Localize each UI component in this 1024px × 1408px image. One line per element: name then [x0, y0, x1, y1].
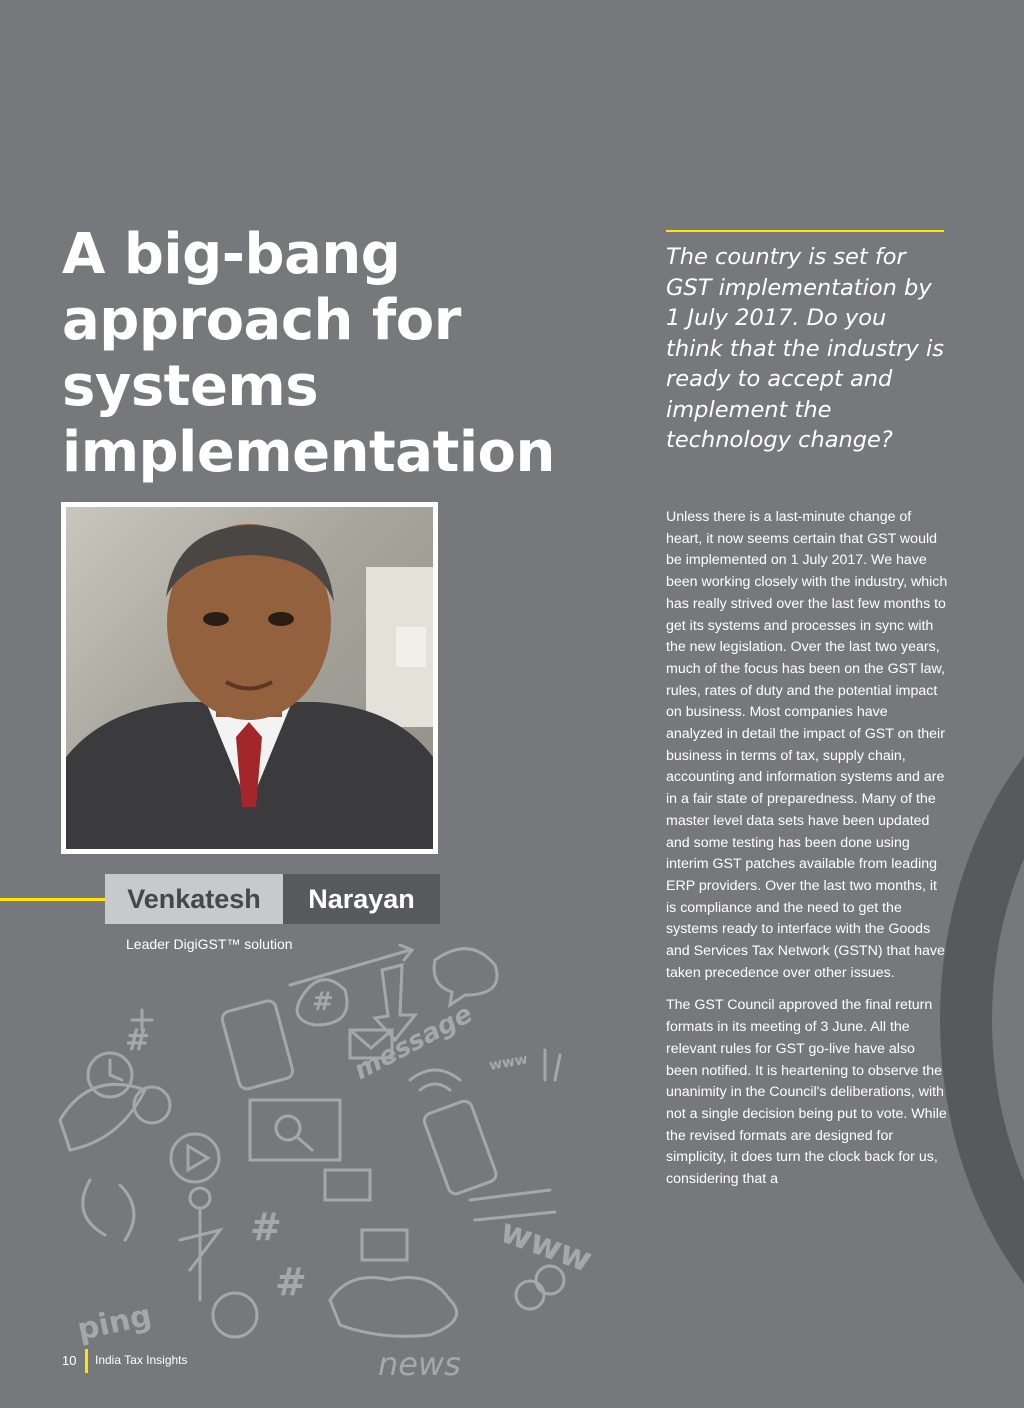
- video-screen-icon: [250, 1100, 340, 1160]
- world-map-icon: [330, 1278, 457, 1337]
- interview-question: The country is set for GST implementation by 1 July 2017. Do you think that the industry is ready to accept and implement the technology change?: [666, 244, 944, 453]
- article-paragraph: Unless there is a last-minute change of heart, it now seems certain that GST would be implemented on 1 July 2017. We have been working closely with the industry, which has really strived over the last few months to get its systems and processes in sync with the new legislation. Over the last two years, much of the focus has been on the GST law, rules, rates of duty and the potential impact on business. Most companies have analyzed in detail the impact of GST on their business in terms of tax, supply chain, accounting and information systems and are in a fair state of preparedness. Many of the master level data sets have been updated and some testing has been done using interim GST patches available from leading ERP providers. Over the last two months, it is compliance and the need to get the systems ready to interface with the Goods and Services Tax Network (GSTN) that have taken precedence over other issues.: [666, 509, 948, 981]
- megaphone-icon: [325, 1170, 370, 1200]
- news-doodle-text: news: [378, 1345, 461, 1380]
- footer-divider: [85, 1349, 88, 1373]
- www-doodle-big: www: [494, 1210, 598, 1281]
- arrow-icon: [290, 945, 412, 985]
- article-paragraph: The GST Council approved the final return formats in its meeting of 3 June. All the relevant rules for GST go-live have also been notified. It is heartening to observe the unanimity in the Council's deliberations, with not a single decision being put to vote. While the revised formats are designed for simplicity, it does turn the clock back for us, considering that a: [666, 997, 947, 1188]
- person-figure-icon: [180, 1210, 220, 1300]
- person-last-name: Narayan: [283, 874, 440, 924]
- hashtag-symbol: #: [312, 987, 334, 1017]
- wifi-icon: [410, 1070, 460, 1090]
- article-body: [666, 507, 948, 1202]
- penguin-icon: [213, 1293, 257, 1337]
- hashtag-symbol: #: [125, 1023, 151, 1058]
- message-doodle-text: message: [349, 998, 478, 1087]
- portrait-image: [66, 507, 433, 849]
- portrait-photo: [61, 502, 438, 854]
- hashtag-symbol: #: [250, 1205, 282, 1249]
- mobile-phone-icon: [221, 999, 295, 1091]
- play-button-icon: [171, 1134, 219, 1182]
- ping-doodle-text: ping: [74, 1298, 155, 1348]
- www-doodle-small: www: [487, 1051, 529, 1074]
- retro-phone-icon: [422, 1099, 498, 1196]
- hashtag-symbol: #: [275, 1260, 307, 1304]
- person-role: Leader DigiGST™ solution: [126, 936, 293, 952]
- id-card-icon: [362, 1230, 407, 1260]
- person-first-name: Venkatesh: [105, 874, 283, 924]
- question-rule: [666, 230, 944, 232]
- chain-link-icon: [516, 1281, 544, 1309]
- name-accent-line: [0, 898, 106, 901]
- arrow-circle-icon: [134, 1087, 170, 1123]
- decorative-arc: [940, 640, 1024, 1400]
- social-media-doodles: [50, 940, 610, 1380]
- speech-bubble-icon: [434, 949, 497, 1005]
- page-number: 10: [62, 1353, 77, 1368]
- refresh-icon: [83, 1180, 134, 1240]
- headline: A big-bang approach for systems implementation: [62, 222, 555, 485]
- publication-title: India Tax Insights: [95, 1353, 188, 1367]
